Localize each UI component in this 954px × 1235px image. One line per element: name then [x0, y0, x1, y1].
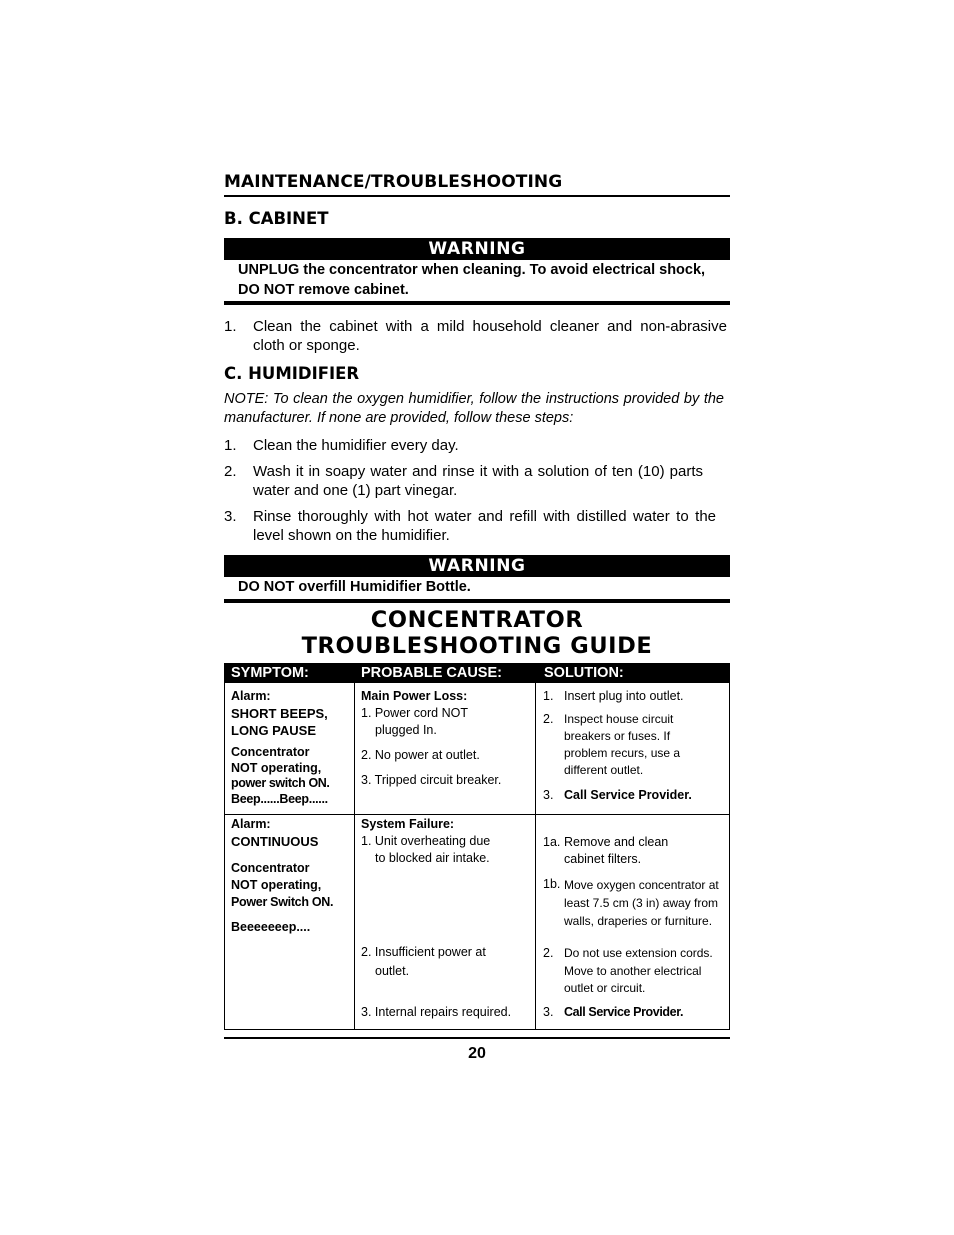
cause-item: 2. Insufficient power at: [361, 945, 486, 959]
solution-number: 2.: [543, 712, 554, 726]
table-cell-symptom: [231, 688, 351, 807]
row-divider: [225, 814, 729, 815]
cause-item: 3. Tripped circuit breaker.: [361, 773, 502, 787]
humidifier-warning-text: DO NOT overfill Humidifier Bottle.: [238, 579, 471, 595]
cabinet-warning-bar: WARNING: [224, 238, 730, 260]
step-number: 1.: [224, 318, 237, 335]
symptom-description: Concentrator: [231, 861, 310, 875]
cause-heading: System Failure:: [361, 817, 455, 831]
cause-item: 1. Power cord NOT: [361, 706, 468, 720]
solution-number: 1a.: [543, 835, 561, 849]
alarm-pattern: SHORT BEEPS,: [231, 706, 328, 721]
solution-text: Move oxygen concentrator at least 7.5 cm (3 in) away from walls, draperies or furniture.: [564, 878, 719, 928]
alarm-pattern: CONTINUOUS: [231, 834, 319, 849]
guide-title-line1: CONCENTRATOR: [370, 607, 584, 633]
symptom-description: Beep......Beep......: [231, 791, 328, 806]
list-item: [224, 317, 730, 357]
step-number: 1.: [224, 437, 237, 454]
symptom-description: NOT operating,: [231, 878, 322, 892]
cabinet-heading: B. CABINET: [224, 209, 329, 228]
solution-text: Do not use extension cords. Move to another electrical outlet or circuit.: [564, 946, 713, 995]
step-text: Rinse thoroughly with hot water and refill with distilled water to the level shown on the humidifier.: [253, 508, 716, 544]
symptom-description: Power Switch ON.: [231, 895, 334, 909]
column-divider: [354, 683, 355, 1029]
cause-item: 3. Internal repairs required.: [361, 1005, 512, 1019]
column-header-solution: SOLUTION:: [544, 665, 624, 681]
solution-text: Insert plug into outlet.: [564, 689, 684, 703]
guide-title-line2: TROUBLESHOOTING GUIDE: [301, 633, 653, 659]
step-text: Clean the humidifier every day.: [253, 437, 459, 454]
table-cell-cause: [361, 816, 533, 1026]
solution-text: Call Service Provider.: [564, 1005, 684, 1019]
table-cell-solution: [543, 688, 727, 813]
solution-text: Inspect house circuit breakers or fuses. If problem recurs, use a different outlet.: [564, 712, 681, 777]
solution-number: 3.: [543, 788, 554, 802]
cause-item: 1. Unit overheating due: [361, 834, 491, 848]
column-header-cause: PROBABLE CAUSE:: [361, 665, 502, 681]
humidifier-note: NOTE: To clean the oxygen humidifier, follow the instructions provided by the manufacturer. If none are provided, follow these steps:: [224, 391, 724, 426]
page-number: 20: [468, 1045, 486, 1062]
section-header: MAINTENANCE/TROUBLESHOOTING: [224, 172, 563, 192]
cause-item: outlet.: [375, 964, 410, 978]
table-cell-cause: [361, 688, 533, 789]
solution-number: 3.: [543, 1005, 554, 1019]
solution-text: Remove and clean cabinet filters.: [564, 835, 669, 866]
alarm-pattern: LONG PAUSE: [231, 723, 316, 738]
step-number: 2.: [224, 463, 237, 480]
cause-heading: Main Power Loss:: [361, 689, 468, 703]
unplug-emphasis: UNPLUG: [238, 262, 300, 278]
solution-text: Call Service Provider.: [564, 788, 692, 802]
step-text: Wash it in soapy water and rinse it with a solution of ten (10) parts water and one (1) part vinegar.: [253, 463, 703, 499]
header-rule: [224, 195, 730, 197]
troubleshooting-table: [224, 682, 730, 1030]
solution-number: 2.: [543, 946, 554, 960]
cabinet-warning-rule: [224, 301, 730, 305]
solution-number: 1b.: [543, 877, 561, 891]
cause-item: to blocked air intake.: [375, 851, 490, 865]
humidifier-warning-bar: WARNING: [224, 555, 730, 577]
cabinet-warning-rest: the concentrator when cleaning. To avoid electrical shock, DO NOT remove cabinet.: [238, 262, 706, 298]
list-item: [224, 436, 730, 456]
list-item: [224, 462, 730, 502]
table-cell-symptom: [231, 816, 351, 936]
cabinet-warning-text: [238, 260, 718, 300]
cause-item: plugged In.: [375, 723, 437, 737]
footer-rule: [224, 1037, 730, 1039]
cause-item: 2. No power at outlet.: [361, 748, 480, 762]
list-item: [224, 507, 730, 547]
solution-number: 1.: [543, 689, 554, 703]
column-divider: [535, 683, 536, 1029]
alarm-label: Alarm:: [231, 689, 271, 703]
table-cell-solution: [543, 816, 727, 1026]
symptom-description: Concentrator: [231, 745, 310, 759]
step-text: Clean the cabinet with a mild household cleaner and non-abrasive cloth or sponge.: [253, 318, 727, 354]
humidifier-warning-rule: [224, 599, 730, 603]
symptom-description: Beeeeeeep....: [231, 920, 311, 934]
table-header: [224, 663, 730, 683]
symptom-description: NOT operating,: [231, 760, 322, 775]
humidifier-heading: C. HUMIDIFIER: [224, 364, 360, 383]
step-number: 3.: [224, 508, 237, 525]
column-header-symptom: SYMPTOM:: [231, 665, 309, 681]
symptom-description: power switch ON.: [231, 776, 330, 790]
alarm-label: Alarm:: [231, 817, 271, 831]
